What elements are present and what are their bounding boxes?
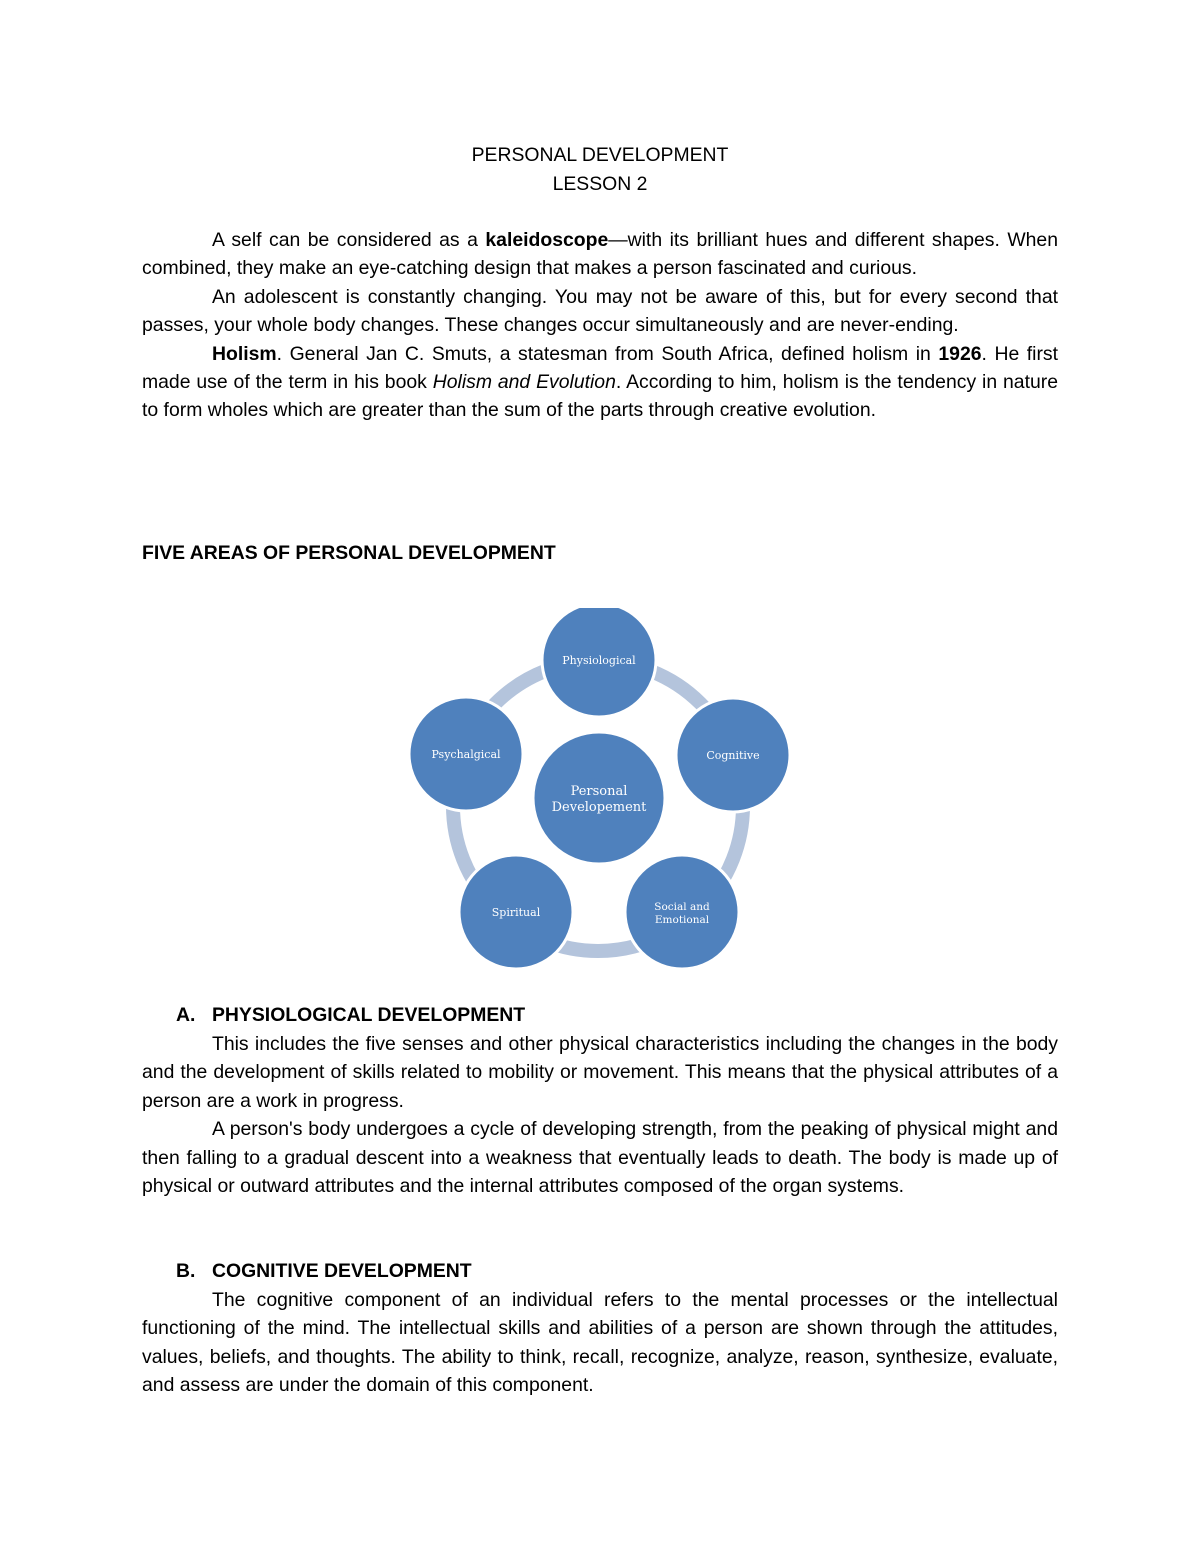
holism-term: Holism — [212, 342, 277, 365]
section-a-letter: A. — [176, 1004, 196, 1026]
section-b-letter: B. — [176, 1260, 196, 1282]
section-a-paragraph-1: This includes the five senses and other physical characteristics including the changes in the body and the development of skills related to mobility or movement. This means that the physical attributes of a person are a work in progress. — [142, 1033, 1058, 1112]
holism-text-b: . He first made use of the term in his book — [142, 342, 1059, 394]
node-spiritual-label: Spiritual — [491, 906, 541, 919]
book-title: Holism and Evolution — [432, 371, 616, 394]
section-a-title: PHYSIOLOGICAL DEVELOPMENT — [212, 1004, 526, 1026]
intro-section — [142, 226, 1058, 425]
intro-paragraph-1 — [142, 226, 1058, 283]
lesson-label: LESSON 2 — [552, 173, 648, 195]
five-areas-heading: FIVE AREAS OF PERSONAL DEVELOPMENT — [142, 542, 556, 564]
node-cognitive — [676, 698, 790, 812]
holism-text-c: . According to him, holism is the tendency in nature to form wholes which are greater than the sum of the parts through creative evolution. — [142, 371, 1058, 422]
node-psychological — [409, 697, 523, 811]
node-cognitive-label: Cognitive — [706, 749, 760, 762]
holism-text-a: . General Jan C. Smuts, a statesman from South Africa, defined holism in — [276, 342, 939, 365]
node-social-label-line2: Emotional — [654, 914, 710, 926]
diagram-svg — [400, 608, 800, 968]
holism-paragraph — [142, 340, 1058, 425]
kaleidoscope-term: kaleidoscope — [485, 229, 609, 251]
node-social-emotional — [625, 855, 739, 968]
intro-p1-text-b: —with its brilliant hues and different shapes. When combined, they make an eye-catching design that makes a person fascinated and curious. — [142, 229, 1058, 280]
intro-p1-text-a: A self can be considered as a — [212, 229, 486, 251]
node-center — [533, 732, 665, 864]
node-center-label-line2: Developement — [551, 800, 647, 815]
section-b-body — [142, 1286, 1058, 1400]
section-b-paragraph-1: The cognitive component of an individual refers to the mental processes or the intellectual functioning of the mind. The intellectual skills and abilities of a person are shown through the attitudes, values, beliefs, and thoughts. The ability to think, recall, recognize, analyze, reason, synthesize, evaluate, and assess are under the domain of this component. — [142, 1289, 1058, 1397]
holism-year: 1926 — [938, 342, 982, 365]
intro-paragraph-2: An adolescent is constantly changing. You may not be aware of this, but for every second that passes, your whole body changes. These changes occur simultaneously and are never-ending. — [142, 285, 1058, 337]
node-physiological-label: Physiological — [562, 654, 636, 667]
node-social-label-line1: Social and — [654, 901, 710, 913]
section-a-paragraph-2: A person's body undergoes a cycle of developing strength, from the peaking of physical might and then falling to a gradual descent into a weakness that eventually leads to death. The body is made up of physical or outward attributes and the internal attributes composed of the organ systems. — [142, 1118, 1058, 1198]
node-center-label-line1: Personal — [570, 784, 628, 799]
five-areas-diagram — [400, 608, 800, 974]
document-title: PERSONAL DEVELOPMENT — [471, 144, 729, 166]
node-spiritual — [459, 855, 573, 968]
section-a-body — [142, 1030, 1058, 1200]
node-physiological — [542, 608, 656, 717]
section-b-title: COGNITIVE DEVELOPMENT — [212, 1260, 472, 1282]
node-psychological-label: Psychalgical — [431, 748, 501, 761]
